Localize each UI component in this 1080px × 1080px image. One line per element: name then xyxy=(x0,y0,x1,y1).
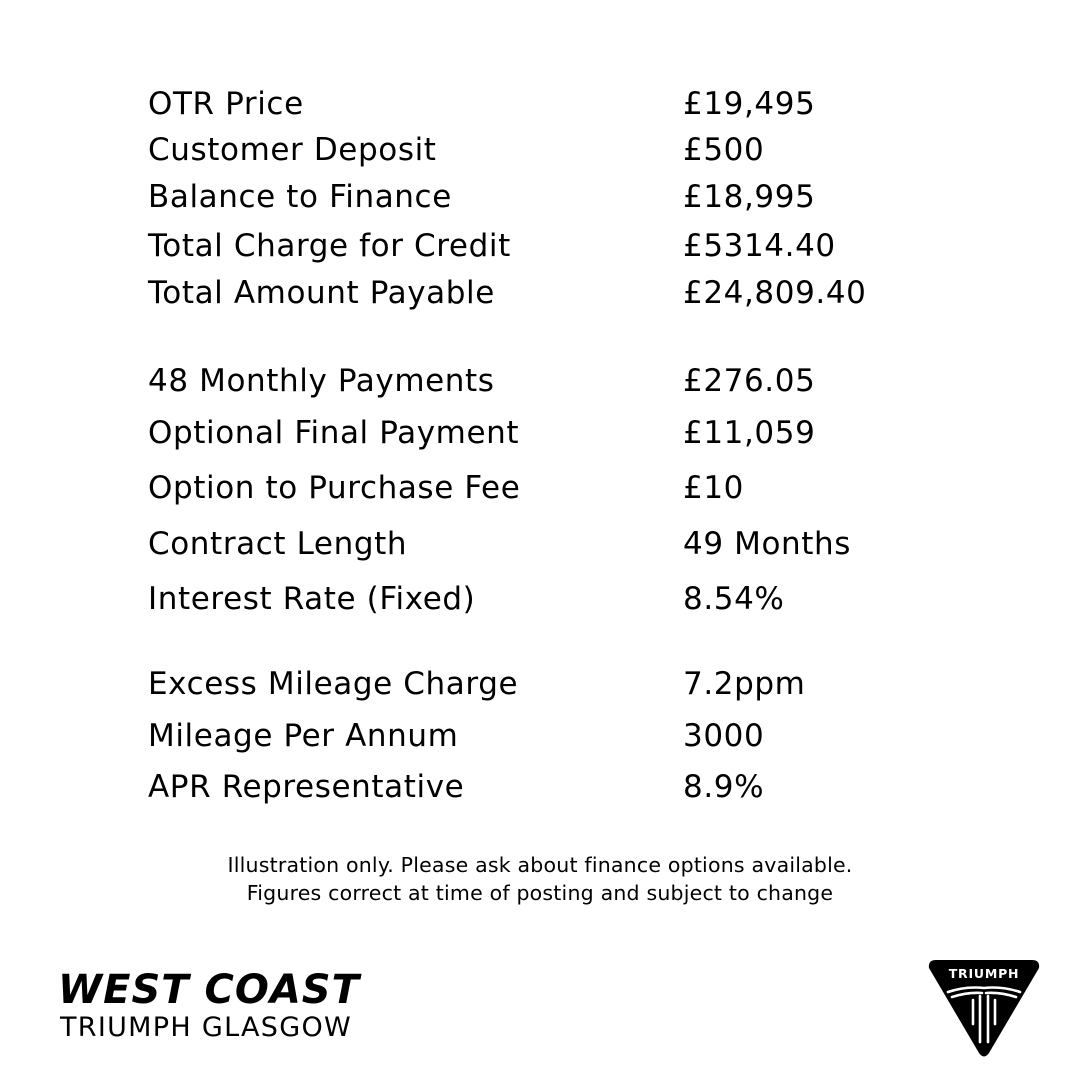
row-value: £18,995 xyxy=(683,179,816,215)
finance-row-mileage-per-annum xyxy=(0,714,1080,758)
disclaimer-line-1: Illustration only. Please ask about finance options available. xyxy=(227,853,853,877)
row-label: Contract Length xyxy=(148,526,408,562)
row-label: APR Representative xyxy=(148,769,465,805)
row-label: Customer Deposit xyxy=(148,132,437,168)
row-label: Excess Mileage Charge xyxy=(148,666,519,702)
row-label: Total Amount Payable xyxy=(148,275,495,311)
finance-row-interest-rate xyxy=(0,577,1080,621)
row-value: 8.54% xyxy=(683,581,785,617)
finance-row-total-charge-for-credit xyxy=(0,224,1080,268)
row-label: Interest Rate (Fixed) xyxy=(148,581,476,617)
row-value: 7.2ppm xyxy=(683,666,806,702)
row-value: £24,809.40 xyxy=(683,275,867,311)
logo-wordmark: TRIUMPH xyxy=(948,966,1020,981)
row-value: £5314.40 xyxy=(683,228,836,264)
row-label: Balance to Finance xyxy=(148,179,452,215)
triumph-shield-icon xyxy=(926,958,1042,1058)
row-value: £276.05 xyxy=(683,363,816,399)
finance-row-apr-representative xyxy=(0,765,1080,809)
disclaimer-line-2: Figures correct at time of posting and subject to change xyxy=(246,881,834,905)
row-label: Total Charge for Credit xyxy=(148,228,511,264)
finance-row-optional-final-payment xyxy=(0,411,1080,455)
finance-row-otr-price xyxy=(0,82,1080,126)
row-value: £11,059 xyxy=(683,415,816,451)
row-label: Optional Final Payment xyxy=(148,415,520,451)
brand-subtitle: TRIUMPH GLASGOW xyxy=(60,1012,353,1043)
row-label: OTR Price xyxy=(148,86,304,122)
finance-row-excess-mileage-charge xyxy=(0,662,1080,706)
row-label: Option to Purchase Fee xyxy=(148,470,521,506)
finance-row-balance-to-finance xyxy=(0,175,1080,219)
row-value: 49 Months xyxy=(683,526,852,562)
finance-row-option-to-purchase-fee xyxy=(0,466,1080,510)
brand-name: WEST COAST xyxy=(58,967,360,1013)
finance-row-customer-deposit xyxy=(0,128,1080,172)
finance-row-contract-length xyxy=(0,522,1080,566)
row-label: 48 Monthly Payments xyxy=(148,363,495,399)
row-value: £500 xyxy=(683,132,765,168)
finance-row-total-amount-payable xyxy=(0,271,1080,315)
finance-row-monthly-payments xyxy=(0,359,1080,403)
row-label: Mileage Per Annum xyxy=(148,718,459,754)
row-value: 8.9% xyxy=(683,769,765,805)
row-value: £10 xyxy=(683,470,744,506)
row-value: 3000 xyxy=(683,718,765,754)
row-value: £19,495 xyxy=(683,86,816,122)
